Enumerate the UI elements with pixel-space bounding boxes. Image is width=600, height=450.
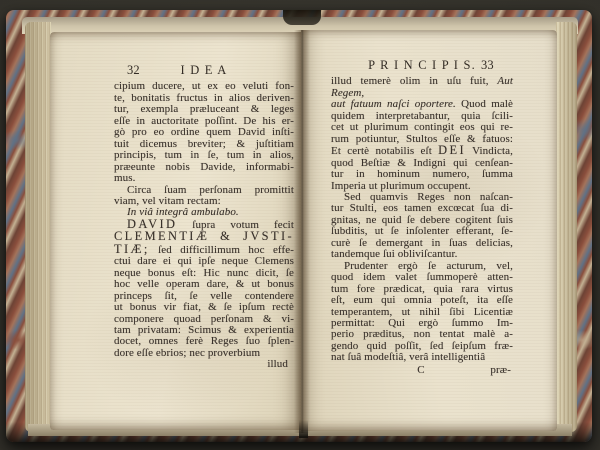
left-page-header: [114, 65, 294, 76]
text-line: tuit dicemus breviter; & juſtitiam: [114, 137, 294, 150]
right-page-number: 33: [481, 58, 494, 72]
text-line: DAVID ſupra votum fecit: [127, 216, 294, 231]
right-page: [301, 30, 557, 431]
fore-edge-right: [556, 22, 577, 432]
text-line: CLEMENTIÆ & JVSTI-: [114, 229, 294, 244]
book: [6, 10, 592, 442]
text-line: Et certè notabilis eſt DEI Vindicta,: [331, 143, 513, 158]
text-line: perio præditus, non tentat malè a-: [331, 328, 513, 341]
text-line: In viâ integrâ ambulabo.: [127, 206, 239, 219]
left-page: [50, 32, 301, 430]
text-line: quod Beſtiæ & Indigni qui cenſean-: [331, 156, 513, 169]
text-line: rum potiuntur, Stultos eſſe & fatuos:: [331, 132, 513, 145]
text-line: viam, vel vitam rectam:: [114, 194, 221, 207]
text-line: aut fatuum naſci oportere. Quod malè: [331, 98, 513, 111]
text-line: Sed quamvis Reges non naſcan-: [344, 190, 513, 203]
text-line: ſubditis, ut ſe inſolenter efferant, ſe-: [331, 225, 513, 238]
right-page-header: [331, 60, 513, 71]
text-line: Imperia ut plurimum occupent.: [331, 179, 471, 192]
right-running-title: P R I N C I P I S.: [368, 58, 476, 72]
text-line: componere quoad perſonam & vi-: [114, 312, 294, 325]
catchword: præ-: [490, 363, 511, 376]
spine-notch-top: [283, 10, 321, 25]
text-line: gendo quid poſſit, ſed ſeipſum fræ-: [331, 339, 513, 352]
gutter-shadow: [294, 30, 310, 433]
left-page-lines: [114, 81, 294, 370]
signature-mark: C: [417, 363, 425, 376]
text-line: tam privatam: Scimus & experientia: [114, 323, 294, 336]
text-line: cet ut plurimum contingit eos qui re-: [331, 121, 513, 134]
text-line: tur Stulti, eos tamen excœcat ſua di-: [331, 202, 513, 215]
text-line: ctui dare ei qui ipſe neque Clemens: [114, 255, 294, 268]
text-line: princeps ſit, ſe velle contendere: [114, 289, 294, 302]
right-text-block: [331, 60, 513, 376]
text-line: eſſe in auctoritate poſſint. De his er-: [114, 114, 294, 127]
text-line: gnitas, ne quid ſe debere cogitent ſuis: [331, 213, 513, 226]
text-line: hoc velle operam dare, & ut bonus: [114, 278, 294, 291]
text-line: gò pro eo ordine quem David inſti-: [114, 126, 294, 139]
text-line: neque bonus eſt: Hic nunc dicit, ſe: [114, 266, 294, 279]
text-line: Prudenter ergò ſe acturum, vel,: [344, 259, 513, 272]
text-line: temperantem, ut nihil ſibi Licentiæ: [331, 305, 513, 318]
text-line: principis, tum in ſe, tum in alios,: [114, 149, 294, 162]
text-line: tur, exempla præluceant & leges: [114, 103, 294, 116]
text-line: docet, omnes ferè Reges ſuo ſplen-: [114, 335, 294, 348]
text-line: præeunte nobis Davide, informabi-: [114, 160, 294, 173]
left-text-block: [114, 65, 294, 371]
signature-line: [331, 364, 513, 376]
text-line: tur in hominum numero, ſumma: [331, 168, 513, 181]
text-line: illud temerè olim in uſu fuit, Aut Regem,: [331, 75, 513, 99]
text-line: te, bonitatis fructus in alios deriven-: [114, 91, 294, 104]
left-page-number: 32: [127, 63, 140, 77]
text-line: cipium ducere, ut ex eo veluti fon-: [114, 80, 294, 93]
text-line: permittat: Qui ergò ſummo Im-: [331, 316, 513, 329]
text-line: ut bonus vir fiat, & ſe ipſum rectè: [114, 301, 294, 314]
text-line: tandemque ſui obliviſcantur.: [331, 248, 458, 261]
spine-notch-bottom: [299, 420, 308, 438]
text-line: quidem interpretabantur, quia ſcili-: [331, 109, 513, 122]
text-line: eſt, eum qui omnia poteſt, ita eſſe: [331, 294, 513, 307]
catchword-line: illud: [267, 358, 288, 371]
text-line: mus.: [114, 172, 136, 185]
left-running-title: I D E A: [180, 63, 228, 77]
text-line: Circa ſuam perſonam promittit: [127, 183, 294, 196]
text-line: curè ſe demergant in ſuas delicias,: [331, 236, 513, 249]
text-line: tum fore prædicat, quia rara virtus: [331, 282, 513, 295]
text-line: TIÆ; ſed difficillimum hoc effe-: [114, 241, 294, 256]
right-page-lines: [331, 76, 513, 376]
fore-edge-left: [25, 22, 51, 432]
text-line: dore eſſe ebrios; nec proverbium: [114, 346, 261, 359]
text-line: nat ſuâ modeſtiâ, verâ intelligentiâ: [331, 351, 486, 364]
text-line: quod idem valet ſummoperè atten-: [331, 271, 513, 284]
